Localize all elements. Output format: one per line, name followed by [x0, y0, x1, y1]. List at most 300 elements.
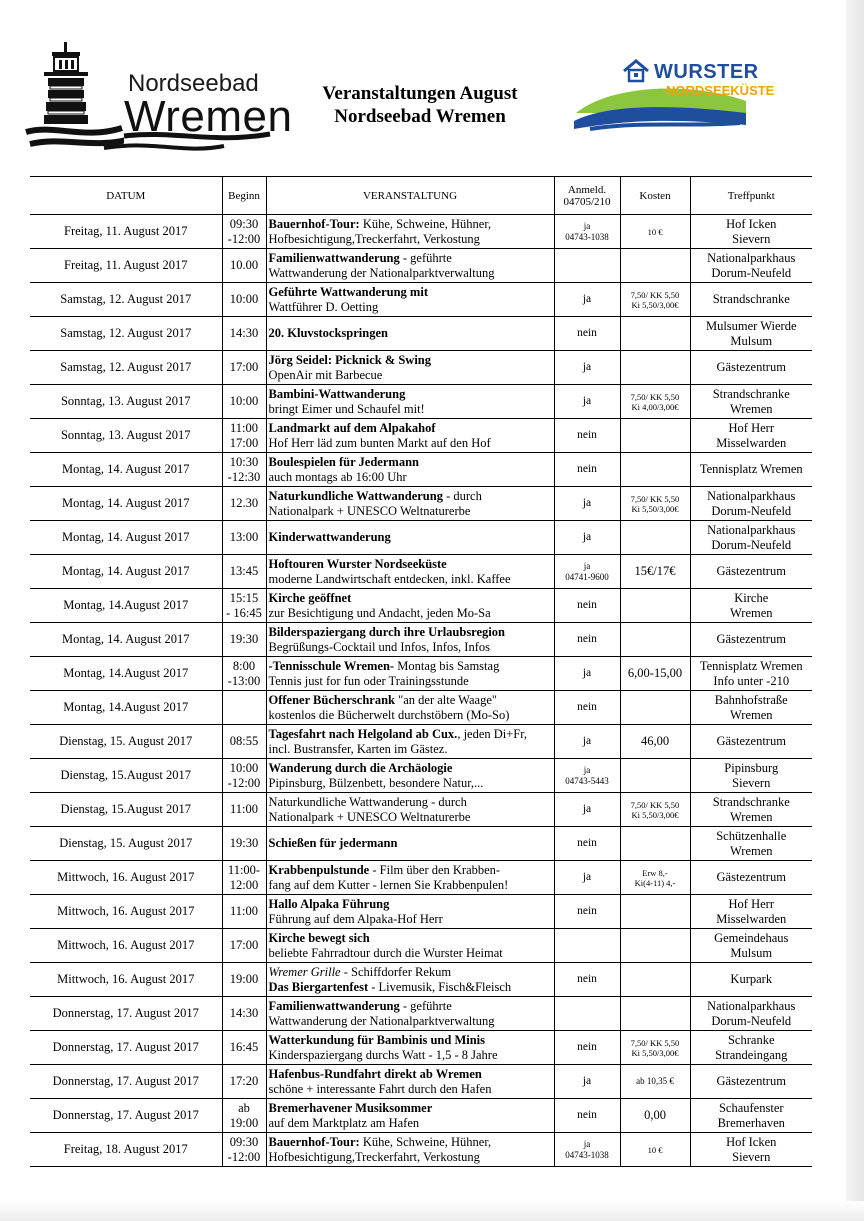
meeting-point-text: Mulsumer Wierde	[705, 318, 797, 333]
registration-cell	[554, 351, 620, 385]
meeting-point-text: Nationalparkhaus	[707, 250, 796, 265]
meeting-point-text: Gästezentrum	[716, 734, 786, 748]
logo-line-2: NORDSEEKÜSTE	[666, 83, 775, 98]
begin-time: -12:00	[227, 775, 261, 790]
event-cell	[266, 793, 554, 827]
date-cell	[30, 283, 222, 317]
event-title: Kirche geöffnet	[268, 590, 352, 605]
registration-cell	[554, 827, 620, 861]
registration-value: ja	[583, 1138, 591, 1149]
meeting-point-cell	[690, 419, 812, 453]
event-cell	[266, 351, 554, 385]
event-cell	[266, 725, 554, 759]
registration-cell	[554, 419, 620, 453]
date-cell	[30, 419, 222, 453]
registration-cell	[554, 929, 620, 963]
date-text: Mittwoch, 16. August 2017	[57, 904, 195, 918]
table-row	[30, 521, 812, 555]
cost-value: 0,00	[644, 1108, 666, 1122]
table-row	[30, 895, 812, 929]
event-description: Pipinsburg, Bülzenbett, besondere Natur,...	[268, 775, 484, 790]
event-cell	[266, 487, 554, 521]
event-line	[269, 810, 552, 825]
table-row	[30, 317, 812, 351]
meeting-point-text: Gemeindehaus	[714, 930, 789, 945]
begin-time: 14:30	[229, 1006, 259, 1020]
event-line	[269, 436, 552, 451]
event-description: Begrüßungs-Cocktail und Infos, Infos, Infos	[268, 639, 490, 654]
event-description: - geführte	[399, 250, 452, 265]
registration-value: ja	[582, 531, 592, 543]
begin-cell	[222, 555, 266, 589]
begin-cell	[222, 521, 266, 555]
event-line	[269, 285, 552, 300]
event-cell	[266, 521, 554, 555]
event-line	[269, 1048, 552, 1063]
event-title: Krabbenpulstunde	[268, 862, 370, 877]
meeting-point-cell	[690, 623, 812, 657]
event-description: , jeden Di+Fr,	[457, 726, 528, 741]
registration-value: ja	[583, 560, 591, 571]
event-title: Boulespielen für Jedermann	[268, 454, 419, 469]
cost-cell	[620, 453, 690, 487]
table-body	[30, 215, 812, 1167]
event-title: Geführte Wattwanderung mit	[268, 284, 428, 299]
meeting-point-cell	[690, 453, 812, 487]
event-line	[269, 368, 552, 383]
event-line	[269, 931, 552, 946]
registration-value: ja	[582, 293, 592, 305]
registration-cell	[554, 997, 620, 1031]
page-title	[300, 82, 540, 128]
event-description: Wattwanderung der Nationalparktverwaltung	[268, 265, 495, 280]
date-cell	[30, 623, 222, 657]
meeting-point-text: Hof Icken	[726, 216, 777, 231]
cost-value: ab 10,35 €	[636, 1076, 674, 1086]
table-row	[30, 453, 812, 487]
event-cell	[266, 929, 554, 963]
begin-time: 17:00	[229, 938, 259, 952]
begin-time: - 16:45	[226, 605, 262, 620]
event-line	[269, 387, 552, 402]
col-header-cost: Kosten	[620, 177, 690, 215]
col-header-date: DATUM	[30, 177, 222, 215]
event-line	[269, 421, 552, 436]
event-line	[269, 708, 552, 723]
meeting-point-cell	[690, 997, 812, 1031]
date-text: Mittwoch, 16. August 2017	[57, 972, 195, 986]
begin-cell	[222, 215, 266, 249]
begin-cell	[222, 623, 266, 657]
registration-cell	[554, 759, 620, 793]
cost-value: 7,50/ KK 5,50	[630, 391, 680, 402]
date-text: Montag, 14. August 2017	[62, 564, 190, 578]
date-text: Dienstag, 15. August 2017	[59, 734, 193, 748]
event-description: - Film über den Krabben-	[369, 862, 501, 877]
logo-top-text: Nordseebad	[128, 70, 259, 97]
date-text: Sonntag, 13. August 2017	[60, 394, 191, 408]
meeting-point-cell	[690, 555, 812, 589]
registration-value: ja	[583, 220, 591, 231]
meeting-point-cell	[690, 351, 812, 385]
registration-value: ja	[582, 871, 592, 883]
registration-cell	[554, 623, 620, 657]
date-cell	[30, 1065, 222, 1099]
date-text: Montag, 14. August 2017	[62, 462, 190, 476]
meeting-point-cell	[690, 521, 812, 555]
date-text: Donnerstag, 17. August 2017	[52, 1074, 199, 1088]
event-description: Wattwanderung der Nationalparktverwaltung	[268, 1013, 495, 1028]
title-line-1: Veranstaltungen August	[322, 83, 518, 104]
event-description: - geführte	[399, 998, 452, 1013]
event-description: OpenAir mit Barbecue	[268, 367, 383, 382]
cost-value: Ki 5,50/3,00€	[631, 1047, 679, 1058]
registration-cell	[554, 725, 620, 759]
event-description: kostenlos die Bücherwelt durchstöbern (Mo-So)	[268, 707, 510, 722]
date-cell	[30, 487, 222, 521]
event-line	[269, 795, 552, 810]
cost-cell	[620, 759, 690, 793]
event-line	[269, 300, 552, 315]
event-line	[269, 659, 552, 674]
event-title: Schießen für jedermann	[268, 836, 398, 850]
begin-cell	[222, 929, 266, 963]
event-title: Bauernhof-Tour:	[268, 1134, 360, 1149]
registration-cell	[554, 555, 620, 589]
event-cell	[266, 419, 554, 453]
registration-value: nein	[577, 973, 597, 985]
registration-cell	[554, 1099, 620, 1133]
cost-value: Ki(4-11) 4,-	[634, 877, 676, 888]
event-title: Hoftouren Wurster Nordseeküste	[268, 556, 447, 571]
cost-value: 7,50/ KK 5,50	[630, 493, 680, 504]
event-cell	[266, 555, 554, 589]
meeting-point-cell	[690, 249, 812, 283]
begin-time: 12:00	[229, 877, 259, 892]
registration-cell	[554, 317, 620, 351]
event-line	[269, 761, 552, 776]
meeting-point-text: Mulsum	[730, 945, 773, 960]
event-line	[269, 776, 552, 791]
registration-cell	[554, 215, 620, 249]
event-title: Bilderspaziergang durch ihre Urlaubsregion	[268, 624, 505, 639]
event-description: zur Besichtigung und Andacht, jeden Mo-Sa	[268, 605, 491, 620]
meeting-point-text: Tennisplatz Wremen	[699, 658, 803, 673]
event-title: Offener Bücherschrank	[268, 692, 395, 707]
date-text: Sonntag, 13. August 2017	[60, 428, 191, 442]
event-line	[269, 1135, 552, 1150]
logo-main-text: Wremen	[124, 92, 293, 141]
event-cell	[266, 215, 554, 249]
event-description: - Schiffdorfer Rekum	[340, 964, 452, 979]
event-description: beliebte Fahrradtour durch die Wurster Heimat	[268, 945, 503, 960]
date-text: Freitag, 11. August 2017	[64, 224, 188, 238]
meeting-point-text: Nationalparkhaus	[707, 998, 796, 1013]
cost-value: 10 €	[647, 226, 663, 237]
registration-cell	[554, 657, 620, 691]
event-title: Familienwattwanderung	[268, 998, 400, 1013]
cost-cell	[620, 1099, 690, 1133]
event-title: -Tennisschule Wremen-	[268, 658, 395, 673]
date-cell	[30, 725, 222, 759]
meeting-point-text: Mulsum	[730, 333, 773, 348]
begin-cell	[222, 793, 266, 827]
meeting-point-cell	[690, 1099, 812, 1133]
registration-value: nein	[577, 599, 597, 611]
meeting-point-text: Wremen	[729, 605, 773, 620]
table-row	[30, 793, 812, 827]
begin-time: 17:00	[229, 360, 259, 374]
date-text: Montag, 14. August 2017	[62, 530, 190, 544]
event-line	[269, 863, 552, 878]
cost-cell	[620, 351, 690, 385]
event-line	[269, 693, 552, 708]
event-line	[269, 878, 552, 893]
event-line	[269, 402, 552, 417]
registration-cell	[554, 487, 620, 521]
begin-time: 10:00	[229, 394, 259, 408]
cost-value: Erw 8,-	[642, 867, 668, 878]
meeting-point-text: Dorum-Neufeld	[711, 537, 792, 552]
meeting-point-cell	[690, 283, 812, 317]
event-description: incl. Bustransfer, Karten im Gästez.	[268, 741, 448, 756]
table-row	[30, 1031, 812, 1065]
registration-value: ja	[582, 395, 592, 407]
event-cell	[266, 283, 554, 317]
cost-cell	[620, 691, 690, 725]
event-description: Kühe, Schweine, Hühner,	[359, 216, 492, 231]
table-row	[30, 1133, 812, 1167]
meeting-point-cell	[690, 385, 812, 419]
table-row	[30, 487, 812, 521]
begin-cell	[222, 589, 266, 623]
event-cell	[266, 249, 554, 283]
title-line-2: Nordseebad Wremen	[334, 106, 506, 127]
event-line	[269, 266, 552, 281]
event-cell	[266, 963, 554, 997]
begin-time: 19:00	[229, 972, 259, 986]
cost-cell	[620, 657, 690, 691]
meeting-point-text: Schaufenster	[718, 1100, 784, 1115]
meeting-point-text: Sievern	[732, 1149, 771, 1164]
event-description: Hofbesichtigung,Treckerfahrt, Verkostung	[268, 231, 480, 246]
begin-time: 10:30	[229, 454, 259, 469]
meeting-point-text: Gästezentrum	[716, 360, 786, 374]
event-line	[269, 217, 552, 232]
begin-cell	[222, 1099, 266, 1133]
table-row	[30, 283, 812, 317]
registration-cell	[554, 453, 620, 487]
date-cell	[30, 1099, 222, 1133]
registration-cell	[554, 691, 620, 725]
event-cell	[266, 895, 554, 929]
meeting-point-text: Wremen	[729, 809, 773, 824]
date-cell	[30, 1133, 222, 1167]
event-title: Jörg Seidel: Picknick & Swing	[268, 352, 432, 367]
begin-cell	[222, 249, 266, 283]
event-description: Kinderspaziergang durchs Watt - 1,5 - 8 Jahre	[268, 1047, 498, 1062]
registration-cell	[554, 1133, 620, 1167]
event-cell	[266, 1031, 554, 1065]
meeting-point-cell	[690, 929, 812, 963]
registration-value: nein	[577, 633, 597, 645]
meeting-point-text: Dorum-Neufeld	[711, 1013, 792, 1028]
begin-cell	[222, 317, 266, 351]
logo-line-1: WURSTER	[654, 61, 759, 83]
event-line	[269, 912, 552, 927]
cost-cell	[620, 623, 690, 657]
date-cell	[30, 929, 222, 963]
date-text: Donnerstag, 17. August 2017	[52, 1108, 199, 1122]
begin-cell	[222, 759, 266, 793]
event-line	[269, 836, 552, 851]
event-title: Familienwattwanderung	[268, 250, 400, 265]
begin-time: 17:20	[229, 1074, 259, 1088]
date-cell	[30, 249, 222, 283]
event-cell	[266, 1133, 554, 1167]
meeting-point-text: Bremerhaven	[717, 1115, 785, 1130]
event-line	[269, 557, 552, 572]
meeting-point-cell	[690, 1031, 812, 1065]
begin-time: -12:00	[227, 1149, 261, 1164]
meeting-point-cell	[690, 657, 812, 691]
registration-value: nein	[577, 1109, 597, 1121]
meeting-point-cell	[690, 827, 812, 861]
table-row	[30, 725, 812, 759]
col-header-meeting: Treffpunkt	[690, 177, 812, 215]
date-text: Dienstag, 15. August 2017	[59, 836, 193, 850]
meeting-point-text: Bahnhofstraße	[714, 692, 788, 707]
event-cell	[266, 623, 554, 657]
registration-cell	[554, 793, 620, 827]
wurster-logo	[570, 55, 775, 135]
registration-value: nein	[577, 463, 597, 475]
registration-cell	[554, 895, 620, 929]
registration-cell	[554, 249, 620, 283]
begin-cell	[222, 419, 266, 453]
event-line	[269, 572, 552, 587]
table-header-row	[30, 177, 812, 215]
event-line	[269, 727, 552, 742]
cost-cell	[620, 1133, 690, 1167]
meeting-point-cell	[690, 861, 812, 895]
meeting-point-text: Misselwarden	[716, 435, 787, 450]
table-row	[30, 759, 812, 793]
event-cell	[266, 861, 554, 895]
begin-time: 13:45	[229, 564, 259, 578]
date-text: Samstag, 12. August 2017	[60, 360, 192, 374]
cost-value: Ki 5,50/3,00€	[631, 299, 679, 310]
wremen-logo	[24, 40, 293, 158]
begin-time: 13:00	[229, 530, 259, 544]
meeting-point-text: Hof Herr	[728, 896, 774, 911]
event-cell	[266, 657, 554, 691]
begin-cell	[222, 1031, 266, 1065]
event-line	[269, 946, 552, 961]
date-text: Montag, 14. August 2017	[62, 496, 190, 510]
begin-time: 8:00	[232, 658, 256, 673]
table-row	[30, 1099, 812, 1133]
event-description: Kühe, Schweine, Hühner,	[359, 1134, 492, 1149]
col-header-registration-l1: Anmeld.	[567, 183, 607, 196]
registration-value: ja	[582, 1075, 592, 1087]
cost-value: 6,00-15,00	[627, 666, 683, 680]
meeting-point-text: Pipinsburg	[724, 760, 779, 775]
meeting-point-text: Info unter -210	[713, 673, 790, 688]
event-line	[269, 455, 552, 470]
event-description: bringt Eimer und Schaufel mit!	[268, 401, 425, 416]
cost-cell	[620, 419, 690, 453]
date-cell	[30, 521, 222, 555]
event-line	[269, 999, 552, 1014]
date-cell	[30, 215, 222, 249]
event-line	[269, 326, 552, 341]
cost-cell	[620, 589, 690, 623]
date-text: Donnerstag, 17. August 2017	[52, 1006, 199, 1020]
date-cell	[30, 895, 222, 929]
registration-cell	[554, 963, 620, 997]
cost-cell	[620, 385, 690, 419]
begin-cell	[222, 691, 266, 725]
begin-cell	[222, 283, 266, 317]
begin-time: 10.00	[229, 258, 259, 272]
cost-cell	[620, 1031, 690, 1065]
event-line	[269, 742, 552, 757]
date-text: Montag, 14.August 2017	[63, 666, 189, 680]
event-cell	[266, 1099, 554, 1133]
date-text: Mittwoch, 16. August 2017	[57, 870, 195, 884]
event-title: Das Biergartenfest	[268, 979, 369, 994]
event-line	[269, 232, 552, 247]
begin-cell	[222, 827, 266, 861]
event-title: Tagesfahrt nach Helgoland ab Cux.	[268, 726, 458, 741]
date-cell	[30, 351, 222, 385]
date-text: Mittwoch, 16. August 2017	[57, 938, 195, 952]
event-cell	[266, 827, 554, 861]
event-description: Tennis just for fun oder Trainingsstunde	[268, 673, 469, 688]
meeting-point-cell	[690, 1065, 812, 1099]
table-row	[30, 929, 812, 963]
begin-cell	[222, 997, 266, 1031]
meeting-point-cell	[690, 487, 812, 521]
event-line	[269, 1067, 552, 1082]
begin-time: 14:30	[229, 326, 259, 340]
registration-value: ja	[583, 764, 591, 775]
event-title: Hallo Alpaka Führung	[268, 896, 390, 911]
begin-cell	[222, 963, 266, 997]
cost-cell	[620, 963, 690, 997]
begin-cell	[222, 725, 266, 759]
date-cell	[30, 453, 222, 487]
event-title: Naturkundliche Wattwanderung	[268, 488, 443, 503]
col-header-begin: Beginn	[222, 177, 266, 215]
begin-cell	[222, 385, 266, 419]
begin-time: 19:30	[229, 836, 259, 850]
event-description: Nationalpark + UNESCO Weltnaturerbe	[268, 809, 471, 824]
begin-time: 15:15	[229, 590, 259, 605]
event-description: auf dem Marktplatz am Hafen	[268, 1115, 420, 1130]
event-title: Kinderwattwanderung	[268, 530, 391, 544]
date-text: Montag, 14.August 2017	[63, 598, 189, 612]
meeting-point-text: Wremen	[729, 401, 773, 416]
event-line	[269, 489, 552, 504]
cost-value: 15€/17€	[634, 564, 676, 578]
table-row	[30, 589, 812, 623]
registration-value: nein	[577, 327, 597, 339]
table-row	[30, 555, 812, 589]
event-line	[269, 1101, 552, 1116]
event-line	[269, 1150, 552, 1165]
